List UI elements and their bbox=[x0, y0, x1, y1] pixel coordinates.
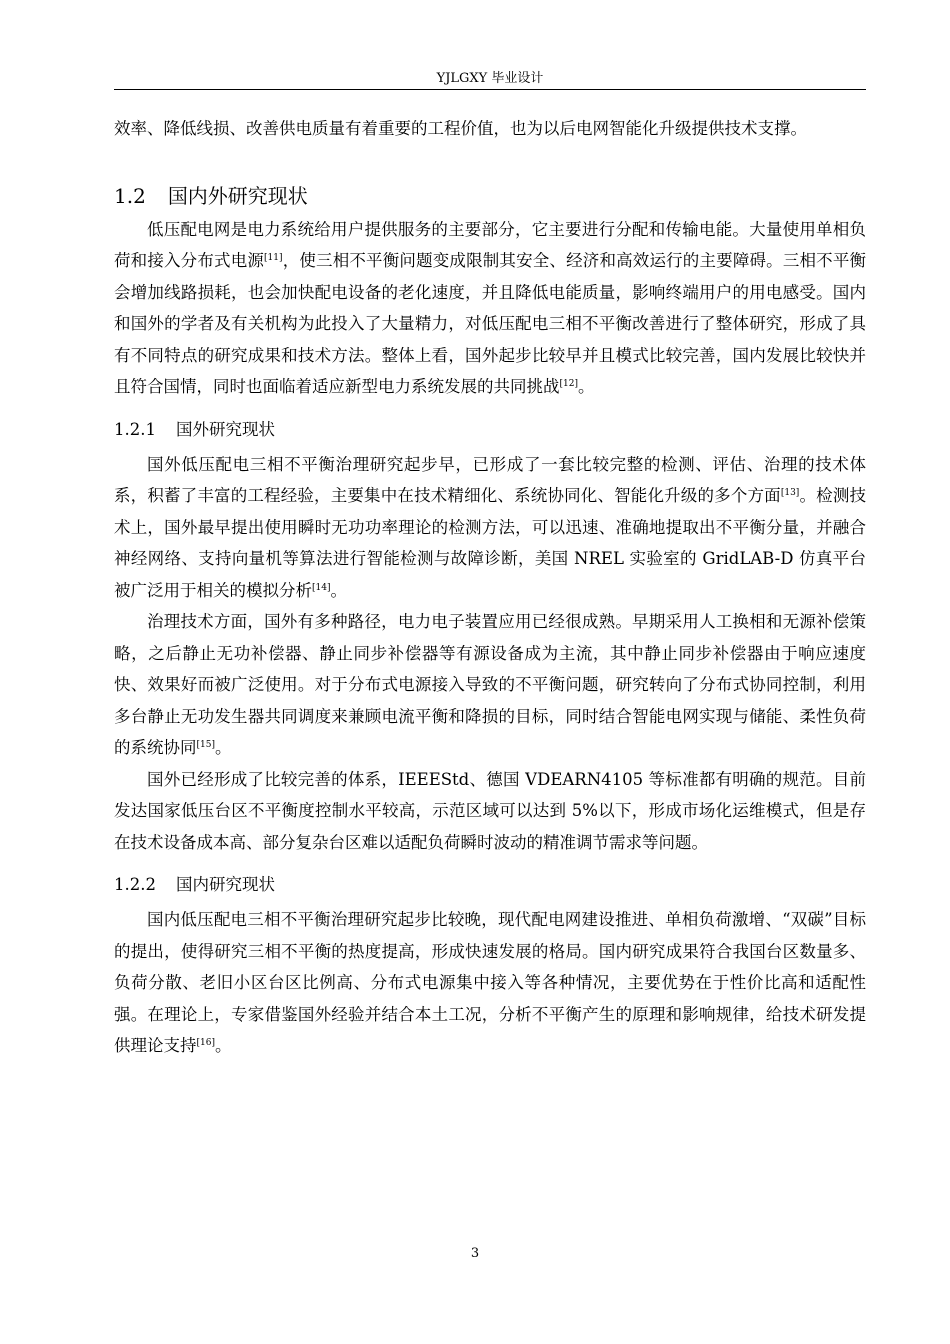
page-number: 3 bbox=[470, 1246, 480, 1261]
section-heading-1-2 bbox=[114, 181, 866, 211]
text-run: 。 bbox=[330, 580, 347, 600]
citation-ref[interactable]: [16] bbox=[196, 1038, 215, 1048]
citation-ref[interactable]: [12] bbox=[559, 379, 578, 389]
text-run: 。检测技术上，国外最早提出使用瞬时无功功率理论的检测方法，可以迅速、准确地提取出不平衡分量，并融合神经网络、支持向量机等算法进行智能检测与故障诊断，美国 NREL 实验室的 GridLAB-D 仿真平台被广泛用于相关的模拟分析 bbox=[114, 486, 867, 600]
paragraph-1-2-2-p1 bbox=[114, 904, 866, 1062]
citation-ref[interactable]: [14] bbox=[312, 582, 331, 593]
text-run: ，使三相不平衡问题变成限制其安全、经济和高效运行的主要障碍。三相不平衡会增加线路损耗，也会加快配电设备的老化速度，并且降低电能质量，影响终端用户的用电感受。国内和国外的学者及有关机构为此投入了大量精力，对低压配电三相不平衡改善进行了整体研究，形成了具有不同特点的研究成果和技术方法。整体上看，国外起步比较早并且模式比较完善，国内发展比较快并且符合国情，同时也面临着适应新型电力系统发展的共同挑战 bbox=[114, 251, 867, 396]
paragraph-1-2-p1 bbox=[114, 214, 866, 403]
subsection-number: 1.2.1 bbox=[114, 419, 156, 439]
header-rule bbox=[114, 89, 866, 90]
subsection-title: 国内研究现状 bbox=[175, 875, 275, 894]
intro-tail-paragraph: 效率、降低线损、改善供电质量有着重要的工程价值，也为以后电网智能化升级提供技术支撑。 bbox=[114, 119, 807, 138]
section-title: 国内外研究现状 bbox=[167, 183, 308, 208]
citation-ref[interactable]: [13] bbox=[780, 488, 800, 498]
citation-ref[interactable]: [15] bbox=[196, 740, 215, 750]
paragraph-1-2-1-p2 bbox=[114, 606, 866, 764]
text-run: 。 bbox=[214, 1036, 232, 1055]
text-run: 治理技术方面，国外有多种路径，电力电子装置应用已经很成熟。早期采用人工换相和无源补偿策略，之后静止无功补偿器、静止同步补偿器等有源设备成为主流，其中静止同步补偿器由于响应速度快、效果好而被广泛使用。对于分布式电源接入导致的不平衡问题，研究转向了分布式协同控制，利用多台静止无功发生器共同调度来兼顾电流平衡和降损的目标，同时结合智能电网实现与储能、柔性负荷的系统协同 bbox=[114, 612, 866, 757]
subsection-title: 国外研究现状 bbox=[175, 419, 275, 439]
section-number: 1.2 bbox=[114, 183, 146, 208]
text-run: 。 bbox=[577, 377, 595, 396]
paragraph-1-2-1-p3: 国外已经形成了比较完善的体系，IEEEStd、德国 VDEARN4105 等标准都有明确的规范。目前发达国家低压台区不平衡度控制水平较高，示范区域可以达到 5%以下，形成市场化运维模式，但是存在技术设备成本高、部分复杂台区难以适配负荷瞬时波动的精准调节需求等问题。 bbox=[114, 769, 866, 852]
subsection-number: 1.2.2 bbox=[114, 875, 156, 894]
subsection-heading-1-2-2 bbox=[114, 872, 866, 898]
text-run: 国内低压配电三相不平衡治理研究起步比较晚，现代配电网建设推进、单相负荷激增、“双碳”目标的提出，使得研究三相不平衡的热度提高，形成快速发展的格局。国内研究成果符合我国台区数量多、负荷分散、老旧小区台区比例高、分布式电源集中接入等各种情况，主要优势在于性价比高和适配性强。在理论上，专家借鉴国外经验并结合本土工况，分析不平衡产生的原理和影响规律，给技术研发提供理论支持 bbox=[114, 910, 866, 1055]
text-run: 国外低压配电三相不平衡治理研究起步早，已形成了一套比较完整的检测、评估、治理的技术体系，积蓄了丰富的工程经验，主要集中在技术精细化、系统协同化、智能化升级的多个方面 bbox=[114, 454, 866, 505]
page-body bbox=[114, 113, 866, 1062]
text-run: 。 bbox=[214, 738, 232, 757]
page-header: YJLGXY 毕业设计 bbox=[436, 71, 544, 86]
subsection-heading-1-2-1 bbox=[114, 417, 866, 443]
paragraph-1-2-1-p1 bbox=[114, 449, 866, 607]
citation-ref[interactable]: [11] bbox=[264, 253, 283, 263]
text-run: 低压配电网是电力系统给用户提供服务的主要部分，它主要进行分配和传输电能。大量使用单相负荷和接入分布式电源 bbox=[114, 219, 866, 270]
